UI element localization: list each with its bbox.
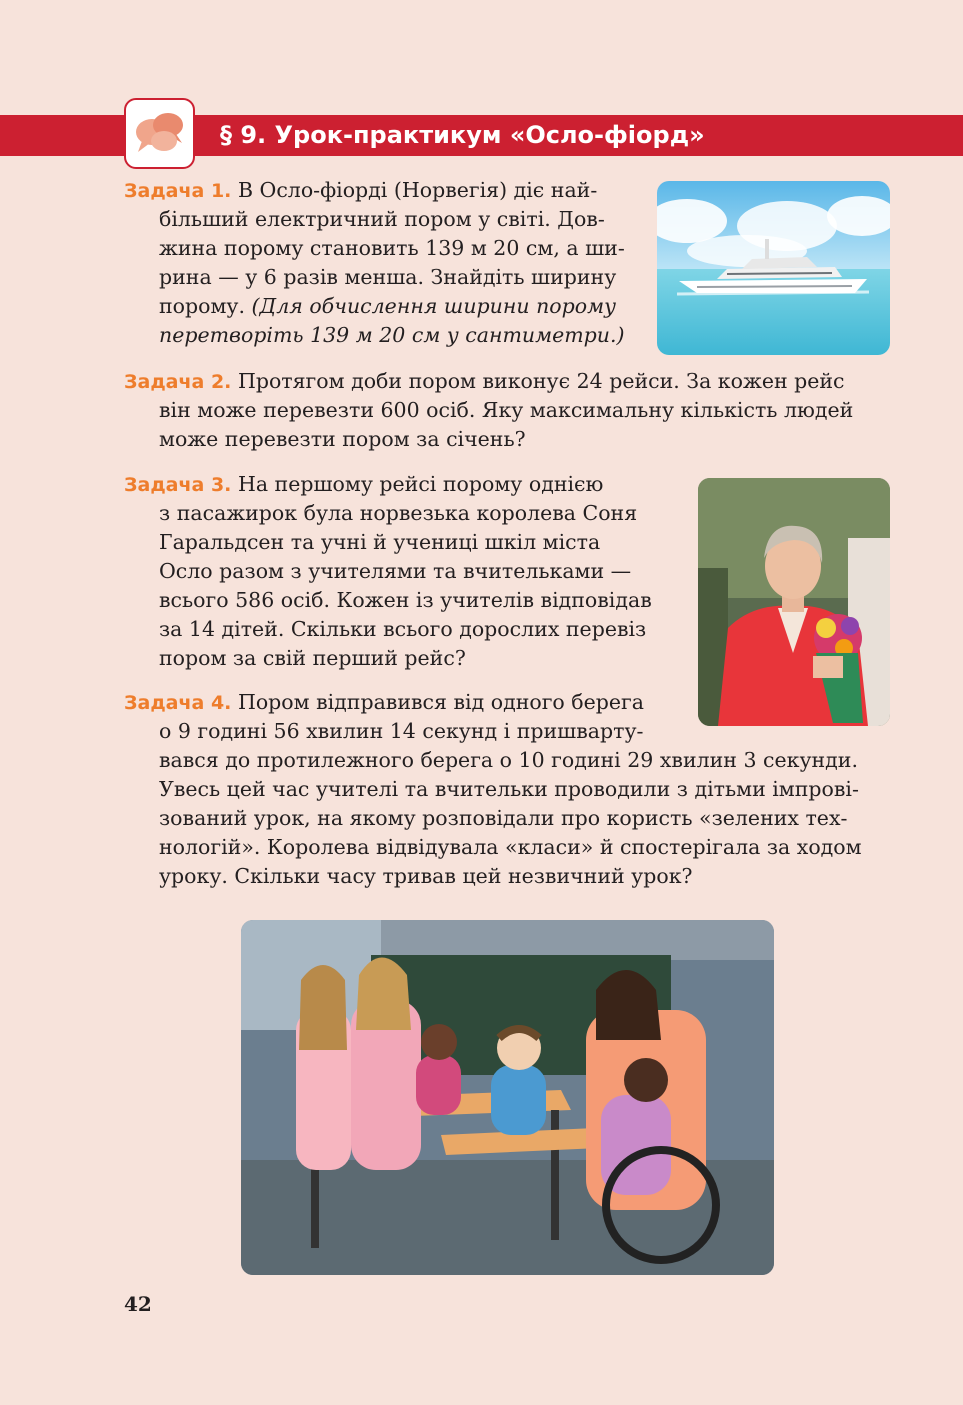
task-3-line-7: пором за свій перший рейс?	[159, 646, 466, 670]
task-3-line-4: Осло разом з учителями та вчительками —	[159, 559, 632, 583]
task-1-line-1	[124, 176, 597, 206]
task-1-hint-2: перетворіть 139 м 20 см у сантиметри.)	[159, 323, 625, 347]
task-1-hint-1: (Для обчислення ширини порому	[251, 294, 616, 318]
task-1-line-2: більший електричний пором у світі. Дов-	[159, 207, 605, 231]
task-1-text-end: порому.	[159, 294, 245, 318]
task-4-line-7: уроку. Скільки часу тривав цей незвичний урок?	[159, 864, 693, 888]
task-3-text: На першому рейсі порому однією	[237, 472, 604, 496]
task-2-line-2: він може перевезти 600 осіб. Яку максимальну кількість людей	[159, 398, 854, 422]
task-3-line-6: за 14 дітей. Скільки всього дорослих перевіз	[159, 617, 647, 641]
task-4-line-3: вався до протилежного берега о 10 годині 29 хвилин 3 секунди.	[159, 748, 858, 772]
task-4-text: Пором відправився від одного берега	[237, 690, 644, 714]
classroom-photo	[241, 920, 774, 1275]
task-4-line-4: Увесь цей час учителі та вчительки проводили з дітьми імпрові-	[159, 777, 859, 801]
task-4-line-2: о 9 годині 56 хвилин 14 секунд і пришварту-	[159, 719, 644, 743]
page-number: 42	[124, 1292, 152, 1316]
task-3-label: Задача 3.	[124, 474, 232, 496]
task-3-line-2: з пасажирок була норвезька королева Соня	[159, 501, 638, 525]
task-4-line-1	[124, 688, 644, 718]
task-4-line-5: зований урок, на якому розповідали про користь «зелених тех-	[159, 806, 848, 830]
task-1-label: Задача 1.	[124, 180, 232, 202]
task-2-label: Задача 2.	[124, 371, 232, 393]
section-title: § 9. Урок-практикум «Осло-фіорд»	[220, 121, 705, 149]
task-3-line-5: всього 586 осіб. Кожен із учителів відповідав	[159, 588, 652, 612]
task-2-line-3: може перевезти пором за січень?	[159, 427, 526, 451]
task-2-line-1	[124, 367, 845, 397]
task-4-label: Задача 4.	[124, 692, 232, 714]
task-4-line-6: нологій». Королева відвідувала «класи» й спостерігала за ходом	[159, 835, 862, 859]
task-2-text: Протягом доби пором виконує 24 рейси. За кожен рейс	[237, 369, 845, 393]
speech-bubbles-icon	[124, 98, 195, 169]
task-3-line-3: Гаральдсен та учні й учениці шкіл міста	[159, 530, 601, 554]
task-1-line-5	[159, 292, 616, 321]
task-1-line-4: рина — у 6 разів менша. Знайдіть ширину	[159, 265, 617, 289]
task-1-line-3: жина порому становить 139 м 20 см, а ши-	[159, 236, 625, 260]
queen-photo	[698, 478, 890, 726]
task-1-text: В Осло-фіорді (Норвегія) діє най-	[237, 178, 598, 202]
ferry-image	[657, 181, 890, 355]
task-3-line-1	[124, 470, 603, 500]
